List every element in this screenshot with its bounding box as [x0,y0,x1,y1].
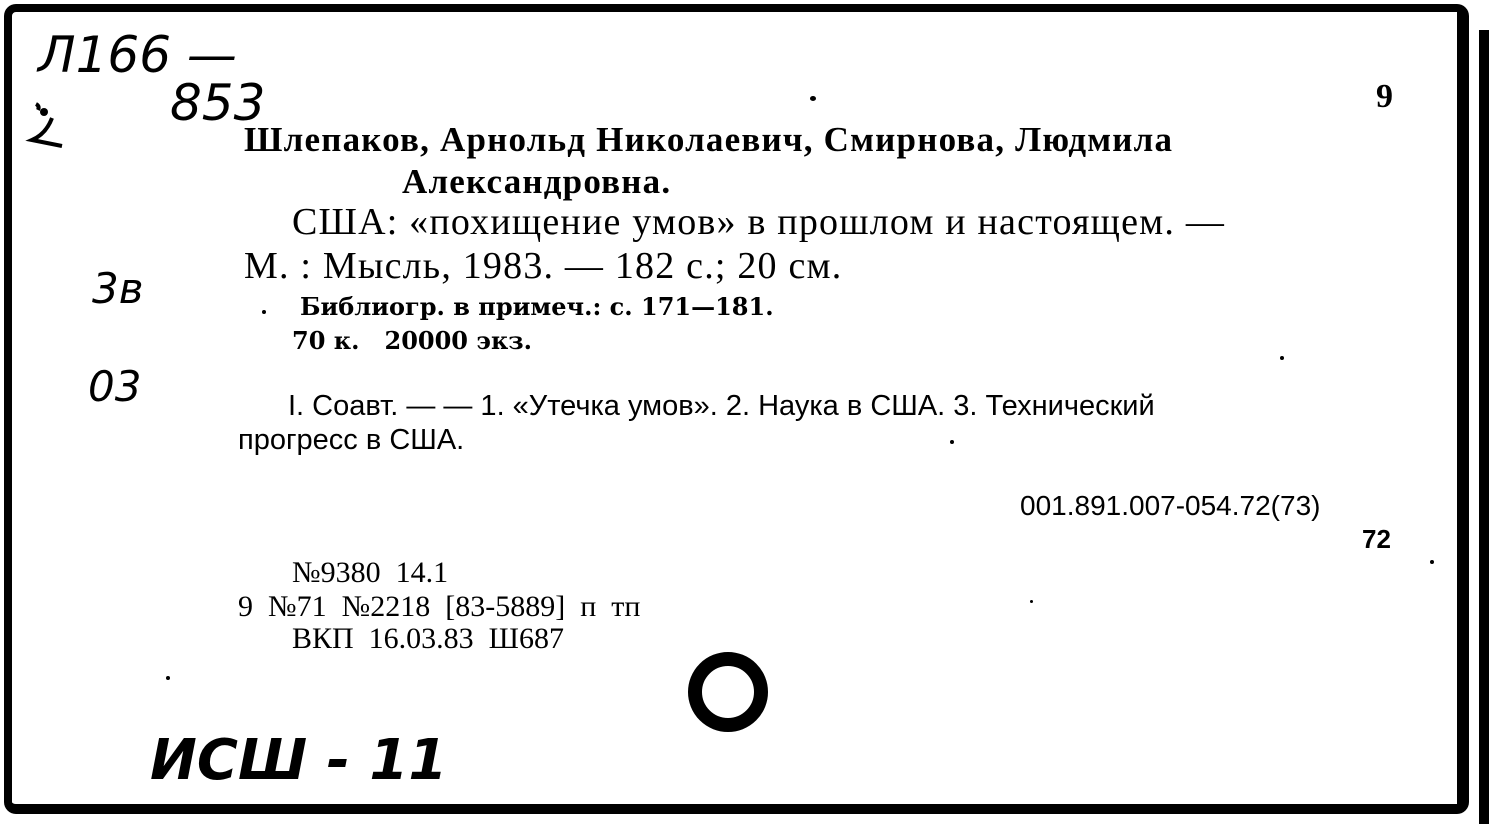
bbk-code: 72 [1362,524,1391,554]
order-line-3: ВКП 16.03.83 Ш687 [292,622,564,655]
author-line-1: Шлепаков, Арнольд Николаевич, Смирнова, Людмила [244,120,1174,159]
title-line-1: США: «похищение умов» в прошлом и настоящем. — [292,201,1226,243]
price-and-print-run: 70 к. 20000 экз. [292,326,532,355]
handwritten-shelf-mark-line1: Л166 — [38,26,237,84]
udc-code: 001.891.007-054.72(73) [1020,490,1321,521]
handwritten-margin-mark-1: 3в [92,264,144,313]
scan-speck [40,108,48,116]
subjects-line-2: прогресс в США. [238,424,465,456]
scan-speck [166,676,170,680]
handwritten-margin-mark-2: 03 [88,362,142,411]
scan-speck [1030,600,1033,603]
scan-speck [810,96,816,101]
card-edge-shadow [1479,30,1489,824]
handwritten-shelf-mark-line2: 853 [170,74,266,132]
pen-scribble-icon [22,96,72,156]
copies-count: 9 [1376,78,1393,115]
scan-speck [262,310,266,314]
subjects-line-1: I. Соавт. — — 1. «Утечка умов». 2. Наука в США. 3. Технический [288,390,1155,422]
bibliography-note: Библиогр. в примеч.: с. 171—181. [300,292,774,321]
scan-speck [1280,356,1284,360]
author-line-2: Александровна. [402,162,672,201]
circle-stamp-icon [688,652,768,732]
order-line-2: 9 №71 №2218 [83-5889] п тп [238,590,641,623]
handwritten-bottom-mark: ИСШ - 11 [150,728,448,793]
order-line-1: №9380 14.1 [292,556,449,589]
scan-speck [1430,560,1434,564]
scan-speck [950,440,954,444]
title-line-2: М. : Мысль, 1983. — 182 с.; 20 см. [244,245,843,287]
